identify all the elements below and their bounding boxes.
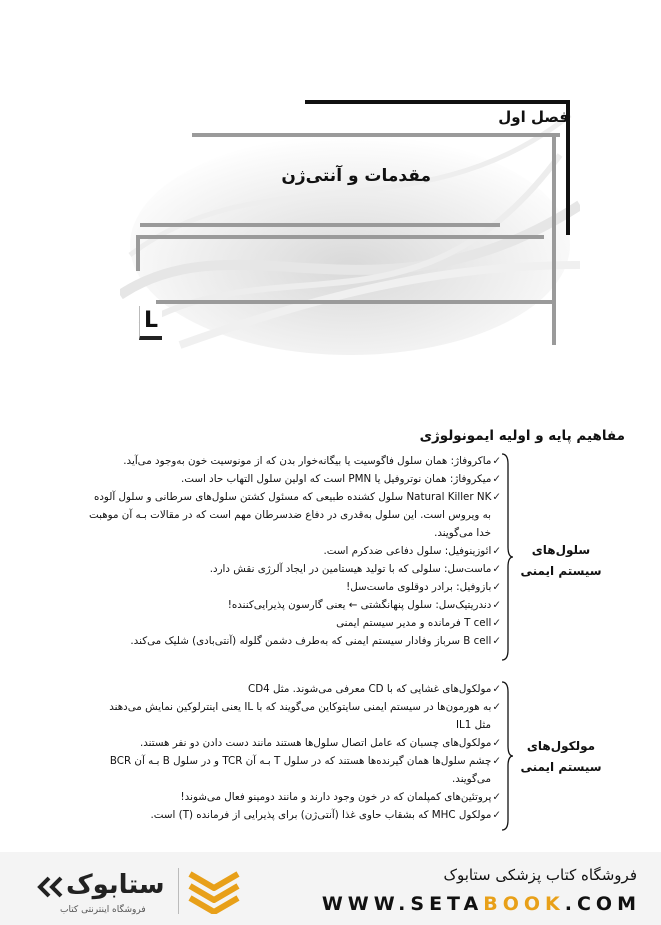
list-item-continuation: خدا می‌گویند.	[434, 527, 491, 539]
immune-molecules-brace	[500, 680, 514, 832]
immune-cells-brace	[500, 452, 514, 662]
chapter-tab-letter: L	[139, 306, 162, 340]
immune-molecules-label: مولکول‌های سیستم ایمنی	[520, 739, 602, 774]
url-part-1: WWW.SETA	[321, 893, 484, 915]
check-icon: ✓	[492, 809, 501, 821]
immune-molecules-list	[31, 680, 501, 824]
check-icon: ✓	[492, 635, 501, 647]
check-icon: ✓	[492, 455, 501, 467]
check-icon: ✓	[492, 755, 501, 767]
list-item: ✓مولکول‌های چسبان که عامل اتصال سلول‌ها هستند مانند دست دادن دو نفر هستند.	[139, 737, 501, 749]
list-item: ✓B cell سرباز وفادار سیستم ایمنی که به‌طرف دشمن گلوله (آنتی‌بادی) شلیک می‌کند.	[130, 635, 501, 647]
list-item: ✓مولکول MHC که بشقاب حاوی غذا (آنتی‌ژن) برای پذیرایی از فرمانده (T) است.	[150, 809, 501, 821]
header-decoration	[120, 95, 580, 355]
check-icon: ✓	[492, 581, 501, 593]
check-icon: ✓	[492, 617, 501, 629]
list-item: ✓ائوزینوفیل: سلول دفاعی ضدکرم است.	[323, 545, 501, 557]
shop-name: فروشگاه کتاب پزشکی ستابوک	[443, 866, 637, 884]
section-title: مفاهیم پایه و اولیه ایمونولوژی	[419, 428, 625, 444]
list-item: ✓دندریتیک‌سل: سلول پنهانگشتی ← یعنی گارسون پذیرایی‌کننده!	[227, 599, 501, 611]
check-icon: ✓	[492, 683, 501, 695]
list-item: ✓به هورمون‌ها در سیستم ایمنی سایتوکاین می‌گویند که با IL یعنی اینترلوکین نمایش می‌دهند	[109, 701, 501, 713]
list-item: ✓Natural Killer NK سلول کشنده طبیعی که مسئول کشتن سلول‌های سرطانی و سلول آلوده	[93, 491, 501, 503]
list-item: ✓پروتئین‌های کمپلمان که در خون وجود دارند و مانند دومینو فعال می‌شوند!	[180, 791, 501, 803]
logo-text: ستابوک	[66, 870, 165, 900]
logo-divider	[178, 868, 179, 914]
list-item-continuation: به ویروس است. این سلول به‌قدری در دفاع ضدسرطان مهم است که در مقالات بـه آن موهبت	[89, 509, 491, 521]
check-icon: ✓	[492, 791, 501, 803]
list-item: ✓ماست‌سل: سلولی که با تولید هیستامین در ایجاد آلرژی نقش دارد.	[209, 563, 501, 575]
url-part-3: .COM	[564, 893, 641, 915]
check-icon: ✓	[492, 563, 501, 575]
shop-url[interactable]	[322, 893, 641, 915]
check-icon: ✓	[492, 599, 501, 611]
url-part-2: BOOK	[483, 893, 565, 915]
list-item-continuation: مثل IL1	[455, 719, 491, 731]
check-icon: ✓	[492, 701, 501, 713]
list-item: ✓T cell فرمانده و مدیر سیستم ایمنی	[336, 617, 501, 629]
list-item: ✓مولکول‌های غشایی که با CD معرفی می‌شوند. مثل CD4	[248, 683, 501, 695]
chapter-title: مقدمات و آنتی‌ژن	[281, 166, 431, 186]
immune-cells-label: سلول‌های سیستم ایمنی	[520, 543, 602, 578]
list-item: ✓چشم سلول‌ها همان گیرنده‌ها هستند که در سلول T بـه آن TCR و در سلول B بـه آن BCR	[109, 755, 501, 767]
check-icon: ✓	[492, 491, 501, 503]
logo-subtitle: فروشگاه اینترنتی کتاب	[60, 905, 146, 915]
chapter-label: فصل اول	[498, 108, 569, 126]
check-icon: ✓	[492, 473, 501, 485]
immune-cells-list	[31, 452, 501, 650]
setabook-logo-icon	[188, 868, 240, 914]
check-icon: ✓	[492, 737, 501, 749]
list-item-continuation: می‌گویند.	[452, 773, 491, 785]
double-chevron-icon	[36, 876, 64, 898]
list-item: ✓بازوفیل: برادر دوقلوی ماست‌سل!	[346, 581, 501, 593]
check-icon: ✓	[492, 545, 501, 557]
list-item: ✓میکروفاژ: همان نوتروفیل یا PMN است که اولین سلول التهاب حاد است.	[181, 473, 501, 485]
list-item: ✓ماکروفاژ: همان سلول فاگوسیت یا بیگانه‌خوار بدن که از مونوسیت خون به‌وجود می‌آید.	[123, 455, 501, 467]
chapter-header	[120, 95, 580, 355]
